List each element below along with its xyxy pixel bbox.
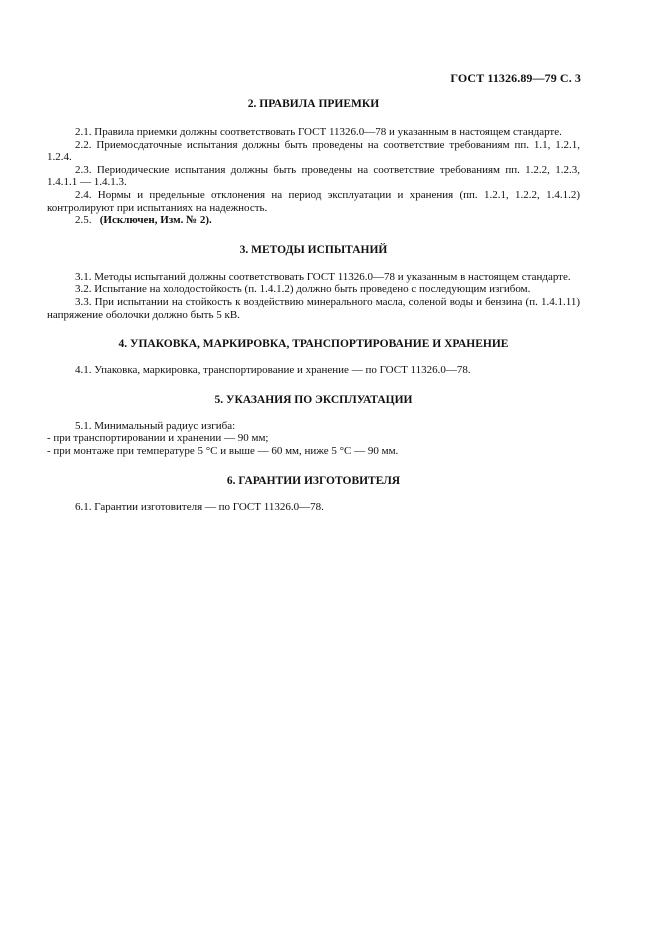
clause-2-1: 2.1. Правила приемки должны соответствовать ГОСТ 11326.0—78 и указанным в настоящем стандарте. (75, 126, 562, 138)
clause-4-1: 4.1. Упаковка, маркировка, транспортирование и хранение — по ГОСТ 11326.0—78. (75, 364, 471, 377)
section-3-heading: 3. МЕТОДЫ ИСПЫТАНИЙ (239, 243, 388, 256)
clause-2-5 (47, 214, 580, 227)
clause-2-3: 2.3. Периодические испытания должны быть проведены на соответствие требованиям пп. 1.2.2, 1.2.3, 1.4.1.1 — 1.4.1.3. (47, 163, 580, 189)
clause-5-1-item-2: - при монтаже при температуре 5 °С и выше — 60 мм, ниже 5 °С — 90 мм. (47, 444, 399, 457)
section-5-heading: 5. УКАЗАНИЯ ПО ЭКСПЛУАТАЦИИ (214, 393, 413, 406)
clause-5-1-item-1: - при транспортировании и хранении — 90 мм; (47, 432, 269, 445)
clause-2-4: 2.4. Нормы и предельные отклонения на период эксплуатации и хранения (пп. 1.2.1, 1.2.2, 1.4.1.2) контролируют при испытаниях на надежность. (47, 188, 580, 214)
clause-2-5-number: 2.5. (75, 214, 92, 227)
section-2-heading: 2. ПРАВИЛА ПРИЕМКИ (247, 98, 380, 110)
clause-3-2: 3.2. Испытание на холодостойкость (п. 1.4.1.2) должно быть проведено с последующим изгибом. (75, 283, 531, 296)
clause-2-5-text: (Исключен, Изм. № 2). (99, 214, 212, 227)
clause-3-3: 3.3. При испытании на стойкость к воздействию минерального масла, соленой воды и бензина (п. 1.4.1.11) напряжение оболочки должно быть 5 кВ. (47, 295, 580, 321)
clause-3-1: 3.1. Методы испытаний должны соответствовать ГОСТ 11326.0—78 и указанным в настоящем стандарте. (75, 270, 571, 283)
running-header: ГОСТ 11326.89—79 С. 3 (450, 71, 581, 85)
clause-6-1: 6.1. Гарантии изготовителя — по ГОСТ 11326.0—78. (75, 500, 324, 513)
section-4-heading: 4. УПАКОВКА, МАРКИРОВКА, ТРАНСПОРТИРОВАНИЕ И ХРАНЕНИЕ (118, 338, 509, 351)
document-body (47, 97, 580, 513)
clause-2-2: 2.2. Приемосдаточные испытания должны быть проведены на соответствие требованиям пп. 1.1, 1.2.1, 1.2.4. (47, 138, 580, 164)
clause-5-1: 5.1. Минимальный радиус изгиба: (75, 419, 236, 432)
section-6-heading: 6. ГАРАНТИИ ИЗГОТОВИТЕЛЯ (226, 474, 401, 487)
